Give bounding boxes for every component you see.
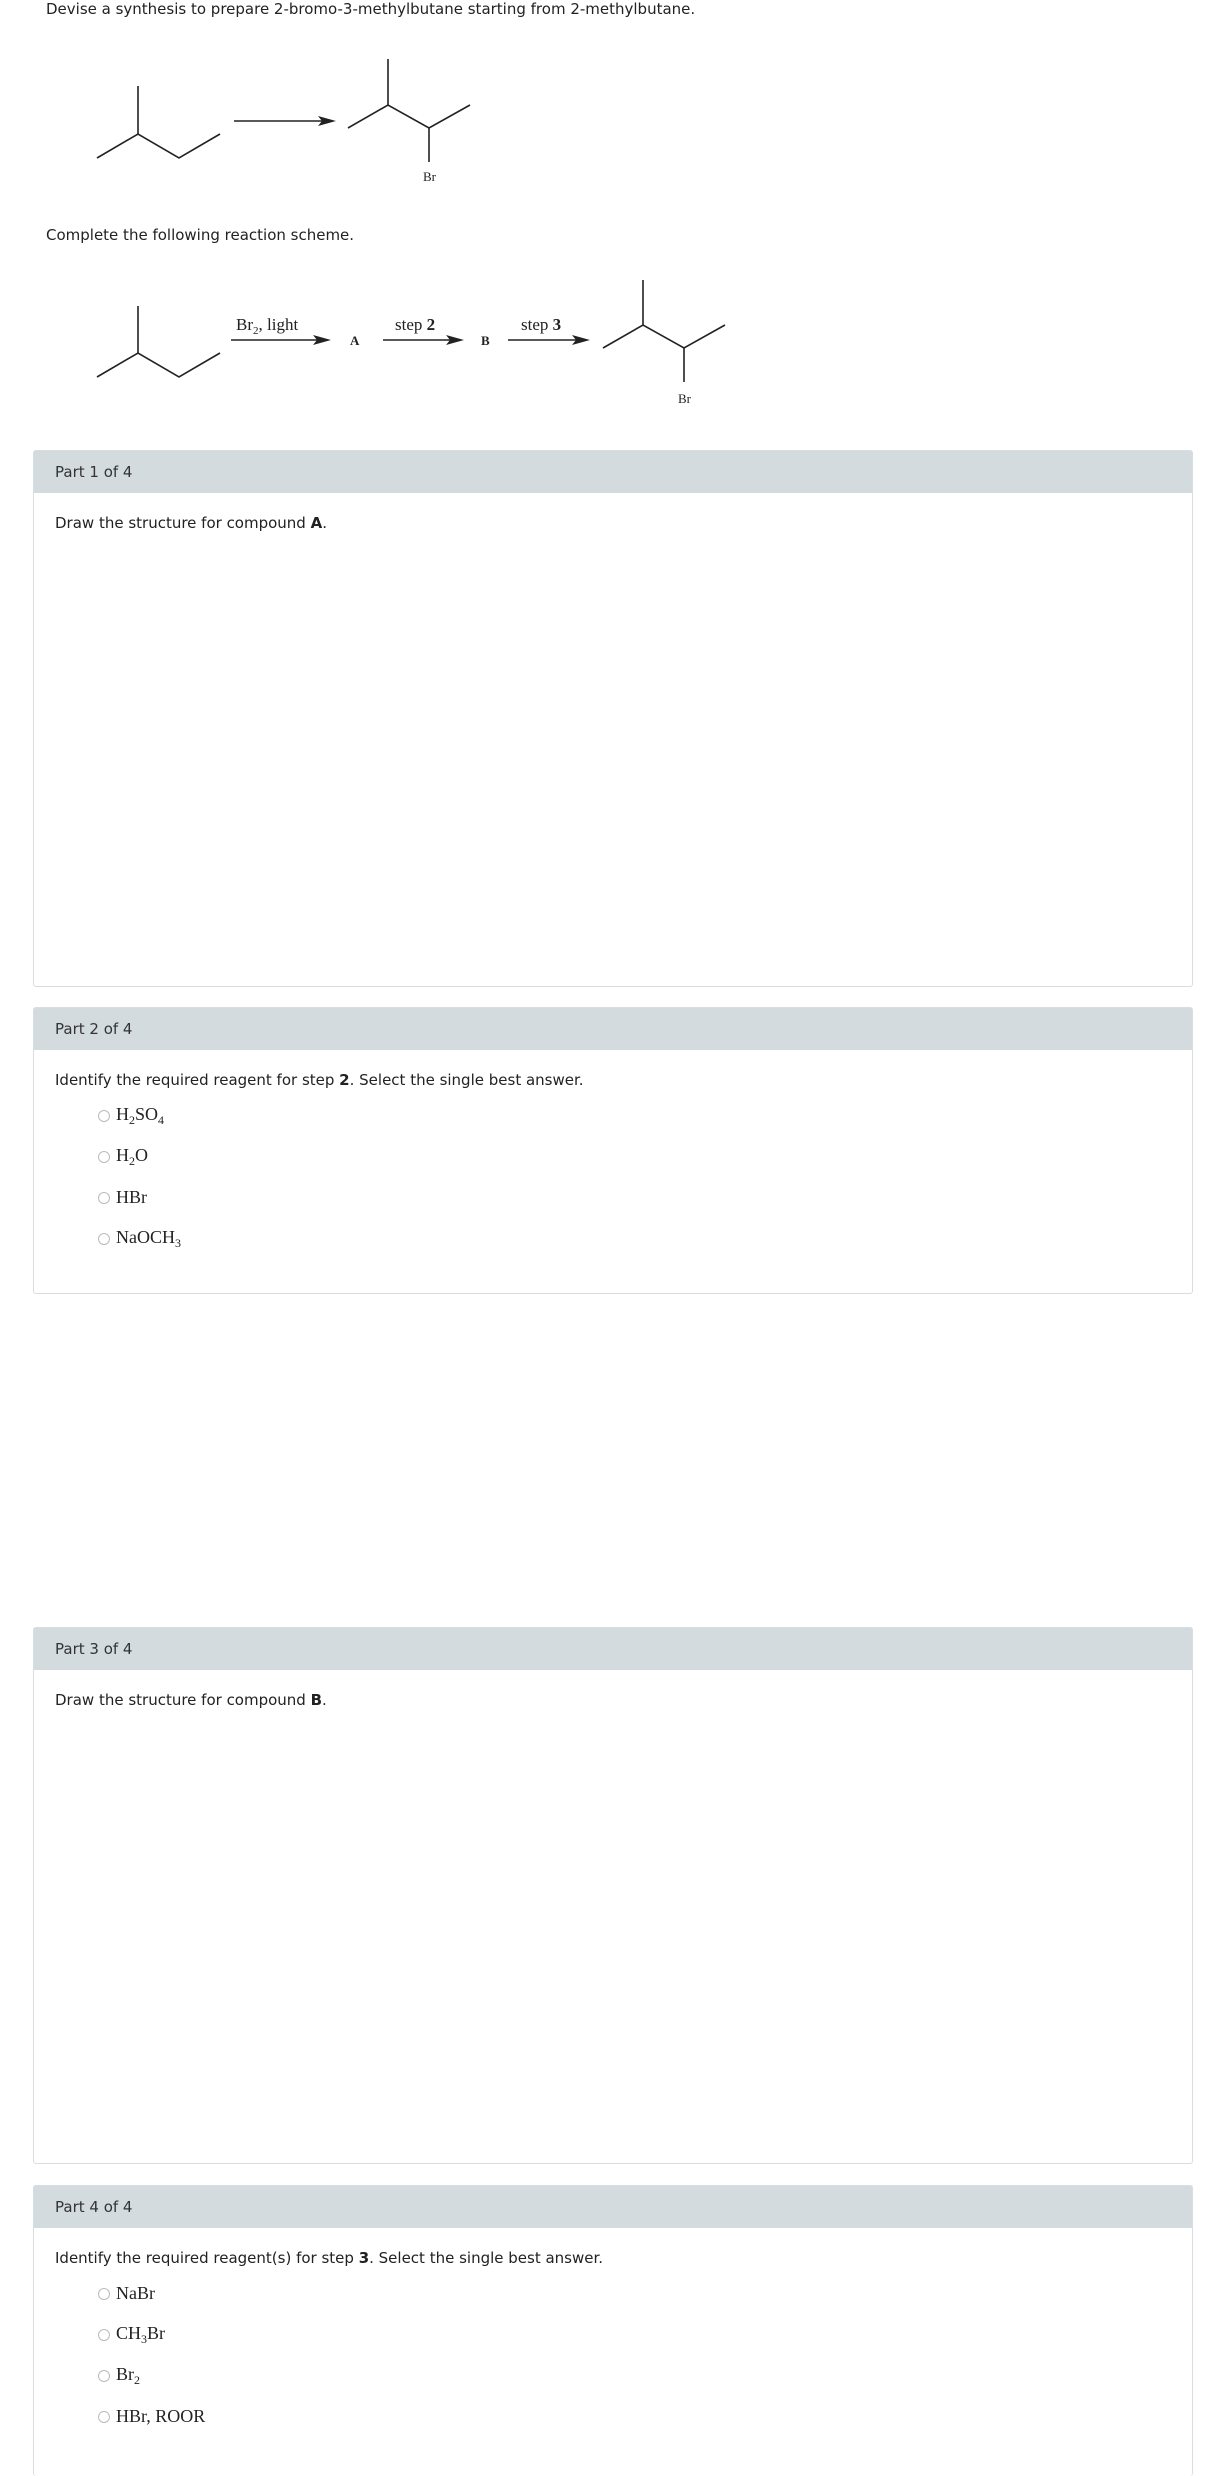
radio-button[interactable] [98, 1110, 110, 1122]
option-label: NaBr [116, 2283, 155, 2303]
option-label: HBr [116, 1187, 147, 1207]
part-4-prompt: Identify the required reagent(s) for step 3. Select the single best answer. [55, 2249, 604, 2267]
step-2-label: step 2 [395, 315, 436, 334]
radio-button[interactable] [98, 2288, 110, 2300]
part-4-panel [33, 2185, 1193, 2476]
option-label: $H_2O$ [116, 1144, 148, 1168]
radio-button[interactable] [98, 1151, 110, 1163]
reagent-step-1: $Br_2$, light [236, 315, 299, 337]
radio-button[interactable] [98, 2370, 110, 2382]
part-3-header: Part 3 of 4 [34, 1628, 1192, 1670]
part-1-header: Part 1 of 4 [34, 451, 1192, 493]
option-naoch3[interactable] [34, 1218, 1192, 1259]
option-nabr[interactable] [34, 2273, 1192, 2314]
scheme-product-skeleton [603, 325, 725, 348]
radio-button[interactable] [98, 1192, 110, 1204]
part-2-prompt: Identify the required reagent for step 2. Select the single best answer. [55, 1071, 584, 1089]
radio-button[interactable] [98, 1233, 110, 1245]
radio-button[interactable] [98, 2329, 110, 2341]
option-label: $H_2SO_4$ [116, 1103, 165, 1127]
scheme-instruction: Complete the following reaction scheme. [46, 226, 355, 244]
option-hbr-roor[interactable] [34, 2396, 1192, 2437]
option-br2[interactable] [34, 2355, 1192, 2396]
option-label: $CH_3Br$ [116, 2322, 166, 2346]
part-1-panel [33, 450, 1193, 987]
top-synthesis-scheme [0, 50, 520, 250]
part-1-prompt: Draw the structure for compound A. [55, 514, 327, 532]
compound-a-label: A [350, 333, 360, 348]
starting-material-skeleton [97, 134, 220, 158]
compound-b-label: B [481, 333, 490, 348]
part-2-header: Part 2 of 4 [34, 1008, 1192, 1050]
scheme-starting-material [97, 353, 220, 377]
radio-button[interactable] [98, 2411, 110, 2423]
part-4-header: Part 4 of 4 [34, 2186, 1192, 2228]
product-br-label: Br [423, 169, 436, 184]
option-ch3br[interactable] [34, 2314, 1192, 2355]
product-skeleton [348, 105, 470, 128]
scheme-product-br-label: Br [678, 391, 691, 406]
option-hbr[interactable] [34, 1177, 1192, 1218]
option-h2o[interactable] [34, 1136, 1192, 1177]
option-label: $Br_2$ [116, 2363, 140, 2387]
step-3-label: step 3 [521, 315, 562, 334]
reaction-scheme [0, 268, 760, 418]
option-label: NaOCH$_3$ [116, 1226, 181, 1250]
option-h2so4[interactable] [34, 1095, 1192, 1136]
part-2-panel [33, 1007, 1193, 1294]
option-label: HBr, ROOR [116, 2406, 206, 2426]
part-3-prompt: Draw the structure for compound B. [55, 1691, 327, 1709]
part-3-panel [33, 1627, 1193, 2164]
question-text: Devise a synthesis to prepare 2-bromo-3-methylbutane starting from 2-methylbutane. [46, 0, 696, 18]
